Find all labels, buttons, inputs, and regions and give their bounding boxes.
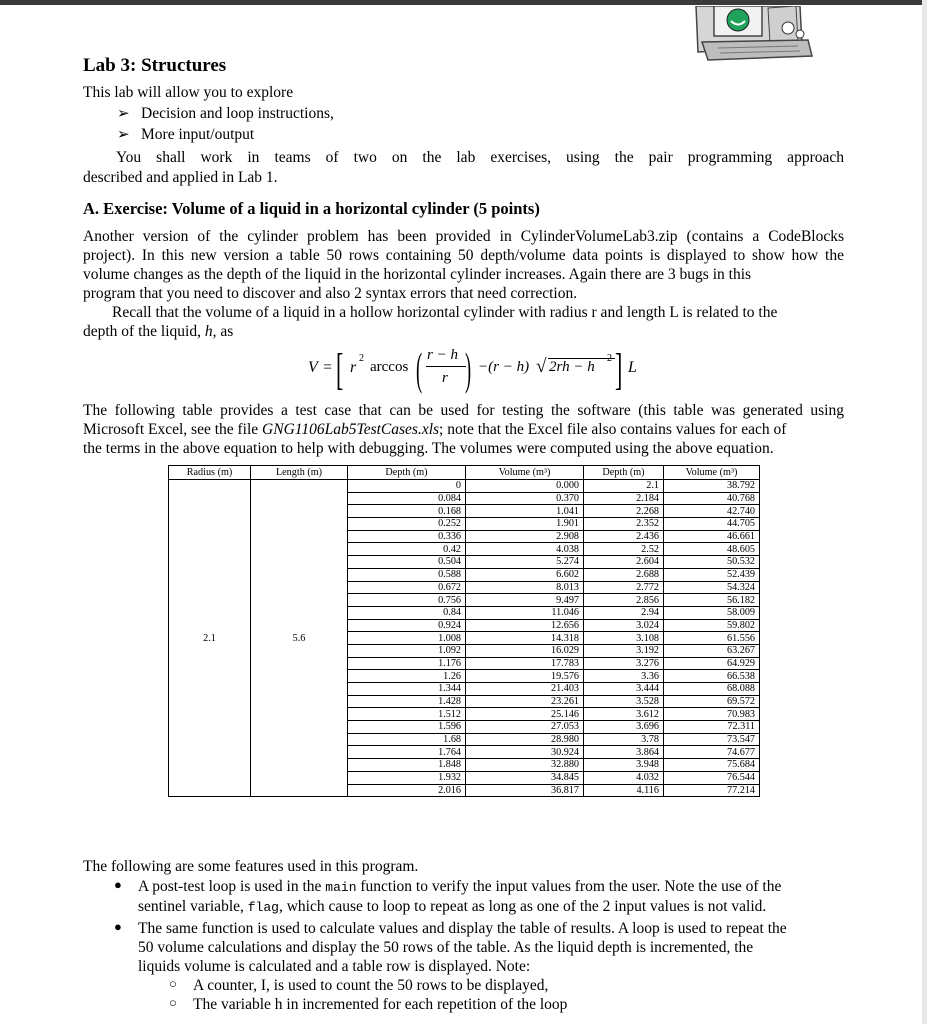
circle-bullet-icon: ○ — [169, 976, 177, 991]
paragraph-line: Microsoft Excel, see the file GNG1106Lab5TestCases.xls; note that the Excel file also contains values for each of — [83, 421, 787, 438]
radius-cell: 2.1 — [169, 480, 251, 797]
bullet-icon: ● — [114, 877, 122, 892]
volume-cell: 73.547 — [664, 733, 760, 746]
circle-bullet-icon: ○ — [169, 995, 177, 1010]
depth-cell: 2.94 — [584, 606, 664, 619]
code-main: main — [325, 880, 357, 895]
right-bracket: ] — [615, 345, 623, 394]
fraction-bar — [426, 366, 466, 367]
bullet-icon: ● — [114, 919, 122, 934]
intro-item-1: Decision and loop instructions, — [141, 105, 334, 122]
depth-cell: 0.84 — [348, 606, 466, 619]
volume-cell: 64.929 — [664, 657, 760, 670]
volume-cell: 54.324 — [664, 581, 760, 594]
formula-arccos: arccos — [370, 359, 409, 375]
depth-cell: 1.008 — [348, 632, 466, 645]
depth-cell: 2.52 — [584, 543, 664, 556]
column-header: Radius (m) — [169, 466, 251, 480]
volume-cell: 12.656 — [466, 619, 584, 632]
depth-cell: 3.276 — [584, 657, 664, 670]
depth-cell: 2.1 — [584, 480, 664, 493]
features-intro: The following are some features used in this program. — [83, 858, 419, 875]
depth-cell: 1.092 — [348, 644, 466, 657]
depth-cell: 3.612 — [584, 708, 664, 721]
depth-cell: 0.168 — [348, 505, 466, 518]
section-a-heading: A. Exercise: Volume of a liquid in a horizontal cylinder (5 points) — [83, 199, 540, 218]
depth-cell: 3.948 — [584, 759, 664, 772]
volume-cell: 46.661 — [664, 530, 760, 543]
volume-cell: 23.261 — [466, 695, 584, 708]
depth-cell: 1.26 — [348, 670, 466, 683]
page-title: Lab 3: Structures — [83, 55, 227, 76]
volume-cell: 8.013 — [466, 581, 584, 594]
volume-cell: 68.088 — [664, 683, 760, 696]
volume-cell: 52.439 — [664, 568, 760, 581]
fraction-numerator: r − h — [427, 347, 458, 363]
depth-cell: 3.024 — [584, 619, 664, 632]
depth-cell: 2.016 — [348, 784, 466, 797]
formula-middle-term: −(r − h) — [478, 359, 530, 375]
test-case-table — [168, 465, 760, 797]
intro-paragraph-line-2: described and applied in Lab 1. — [83, 169, 278, 186]
feature-2-line: liquids volume is calculated and a table row is displayed. Note: — [138, 958, 531, 975]
depth-cell: 3.78 — [584, 733, 664, 746]
volume-cell: 66.538 — [664, 670, 760, 683]
left-bracket: [ — [336, 345, 344, 394]
volume-cell: 34.845 — [466, 771, 584, 784]
depth-cell: 2.184 — [584, 492, 664, 505]
depth-cell: 1.344 — [348, 683, 466, 696]
volume-cell: 48.605 — [664, 543, 760, 556]
arrow-bullet-icon: ➢ — [117, 127, 130, 143]
depth-cell: 2.688 — [584, 568, 664, 581]
volume-cell: 30.924 — [466, 746, 584, 759]
paragraph-line: The following table provides a test case that can be used for testing the software (this table was generated using — [83, 402, 844, 419]
volume-cell: 2.908 — [466, 530, 584, 543]
depth-cell: 1.596 — [348, 721, 466, 734]
volume-cell: 14.318 — [466, 632, 584, 645]
volume-cell: 72.311 — [664, 721, 760, 734]
volume-cell: 11.046 — [466, 606, 584, 619]
intro-item-2: More input/output — [141, 126, 255, 143]
depth-cell: 1.512 — [348, 708, 466, 721]
depth-cell: 4.032 — [584, 771, 664, 784]
depth-cell: 2.772 — [584, 581, 664, 594]
depth-cell: 0.252 — [348, 518, 466, 531]
volume-cell: 0.000 — [466, 480, 584, 493]
depth-cell: 4.116 — [584, 784, 664, 797]
volume-cell: 16.029 — [466, 644, 584, 657]
table-header-row — [169, 466, 760, 480]
volume-cell: 4.038 — [466, 543, 584, 556]
formula-equals: = — [323, 359, 333, 376]
volume-cell: 44.705 — [664, 518, 760, 531]
right-paren: ) — [465, 343, 472, 394]
formula-l: L — [628, 359, 637, 376]
volume-cell: 61.556 — [664, 632, 760, 645]
volume-cell: 17.783 — [466, 657, 584, 670]
sub-item: A counter, I, is used to count the 50 rows to be displayed, — [193, 977, 549, 994]
code-flag: flag — [247, 900, 279, 915]
depth-cell: 1.848 — [348, 759, 466, 772]
paragraph-line: project). In this new version a table 50 rows containing 50 depth/volume data points is displayed to show how the — [83, 247, 844, 264]
viewer-scrollbar[interactable] — [922, 0, 927, 1024]
depth-cell: 1.428 — [348, 695, 466, 708]
feature-1-line-2: sentinel variable, flag, which cause to loop to repeat as long as one of the 2 input values is not valid. — [138, 898, 767, 915]
column-header: Length (m) — [251, 466, 348, 480]
column-header: Volume (m³) — [664, 466, 760, 480]
depth-cell: 3.36 — [584, 670, 664, 683]
depth-cell: 1.764 — [348, 746, 466, 759]
sqrt-icon: √ — [536, 356, 547, 377]
volume-cell: 59.802 — [664, 619, 760, 632]
volume-cell: 21.403 — [466, 683, 584, 696]
depth-cell: 2.604 — [584, 556, 664, 569]
depth-cell: 3.864 — [584, 746, 664, 759]
volume-cell: 38.792 — [664, 480, 760, 493]
volume-cell: 1.041 — [466, 505, 584, 518]
feature-1-line-1: A post-test loop is used in the main function to verify the input values from the user. Note the use of the — [138, 878, 782, 895]
depth-cell: 0.924 — [348, 619, 466, 632]
volume-cell: 75.684 — [664, 759, 760, 772]
formula-exponent: 2 — [359, 353, 364, 364]
intro-paragraph-line-1: You shall work in teams of two on the lab exercises, using the pair programming approach — [116, 149, 844, 166]
depth-cell: 1.932 — [348, 771, 466, 784]
volume-cell: 70.983 — [664, 708, 760, 721]
depth-cell: 3.444 — [584, 683, 664, 696]
depth-cell: 1.176 — [348, 657, 466, 670]
table-row — [169, 480, 760, 493]
depth-cell: 0.084 — [348, 492, 466, 505]
volume-cell: 28.980 — [466, 733, 584, 746]
depth-cell: 3.108 — [584, 632, 664, 645]
formula-radicand: 2rh − h — [549, 359, 595, 375]
volume-cell: 56.182 — [664, 594, 760, 607]
volume-cell: 69.572 — [664, 695, 760, 708]
volume-cell: 76.544 — [664, 771, 760, 784]
volume-cell: 6.602 — [466, 568, 584, 581]
volume-cell: 1.901 — [466, 518, 584, 531]
depth-cell: 0.504 — [348, 556, 466, 569]
volume-cell: 74.677 — [664, 746, 760, 759]
volume-cell: 32.880 — [466, 759, 584, 772]
column-header: Depth (m) — [348, 466, 466, 480]
feature-2-line: The same function is used to calculate values and display the table of results. A loop is used to repeat the — [138, 920, 787, 937]
formula-v: V — [308, 359, 318, 376]
depth-cell: 0.756 — [348, 594, 466, 607]
volume-formula — [308, 342, 638, 398]
paragraph-line: Another version of the cylinder problem has been provided in CylinderVolumeLab3.zip (contains a CodeBlocks — [83, 228, 844, 245]
volume-cell: 42.740 — [664, 505, 760, 518]
paragraph-line: program that you need to discover and also 2 syntax errors that need correction. — [83, 285, 578, 302]
volume-cell: 77.214 — [664, 784, 760, 797]
length-cell: 5.6 — [251, 480, 348, 797]
depth-cell: 0.672 — [348, 581, 466, 594]
depth-cell: 3.528 — [584, 695, 664, 708]
volume-cell: 19.576 — [466, 670, 584, 683]
column-header: Depth (m) — [584, 466, 664, 480]
depth-cell: 3.192 — [584, 644, 664, 657]
volume-cell: 0.370 — [466, 492, 584, 505]
fraction-denominator: r — [442, 370, 448, 386]
depth-cell: 0 — [348, 480, 466, 493]
volume-cell: 40.768 — [664, 492, 760, 505]
depth-cell: 2.268 — [584, 505, 664, 518]
volume-cell: 5.274 — [466, 556, 584, 569]
formula-exponent: 2 — [607, 353, 612, 364]
volume-cell: 58.009 — [664, 606, 760, 619]
sub-item: The variable h in incremented for each repetition of the loop — [193, 996, 568, 1013]
paragraph-line: Recall that the volume of a liquid in a hollow horizontal cylinder with radius r and length L is related to the — [112, 304, 778, 321]
volume-cell: 27.053 — [466, 721, 584, 734]
depth-cell: 2.856 — [584, 594, 664, 607]
feature-2-line: 50 volume calculations and display the 50 rows of the table. As the liquid depth is incremented, the — [138, 939, 754, 956]
paragraph-line: depth of the liquid, h, as — [83, 323, 234, 340]
depth-cell: 0.42 — [348, 543, 466, 556]
formula-r: r — [350, 359, 357, 376]
depth-cell: 3.696 — [584, 721, 664, 734]
depth-cell: 0.588 — [348, 568, 466, 581]
volume-cell: 50.532 — [664, 556, 760, 569]
volume-cell: 36.817 — [466, 784, 584, 797]
depth-cell: 1.68 — [348, 733, 466, 746]
volume-cell: 9.497 — [466, 594, 584, 607]
viewer-top-bar — [0, 0, 927, 5]
left-paren: ( — [416, 343, 423, 394]
paragraph-line: volume changes as the depth of the liquid in the horizontal cylinder increases. Again there are 3 bugs in this — [83, 266, 752, 283]
volume-cell: 63.267 — [664, 644, 760, 657]
intro-line: This lab will allow you to explore — [83, 84, 294, 101]
depth-cell: 2.352 — [584, 518, 664, 531]
column-header: Volume (m³) — [466, 466, 584, 480]
paragraph-line: the terms in the above equation to help with debugging. The volumes were computed using the above equation. — [83, 440, 774, 457]
arrow-bullet-icon: ➢ — [117, 106, 130, 122]
depth-cell: 0.336 — [348, 530, 466, 543]
computer-clipart — [688, 6, 816, 68]
depth-cell: 2.436 — [584, 530, 664, 543]
volume-cell: 25.146 — [466, 708, 584, 721]
